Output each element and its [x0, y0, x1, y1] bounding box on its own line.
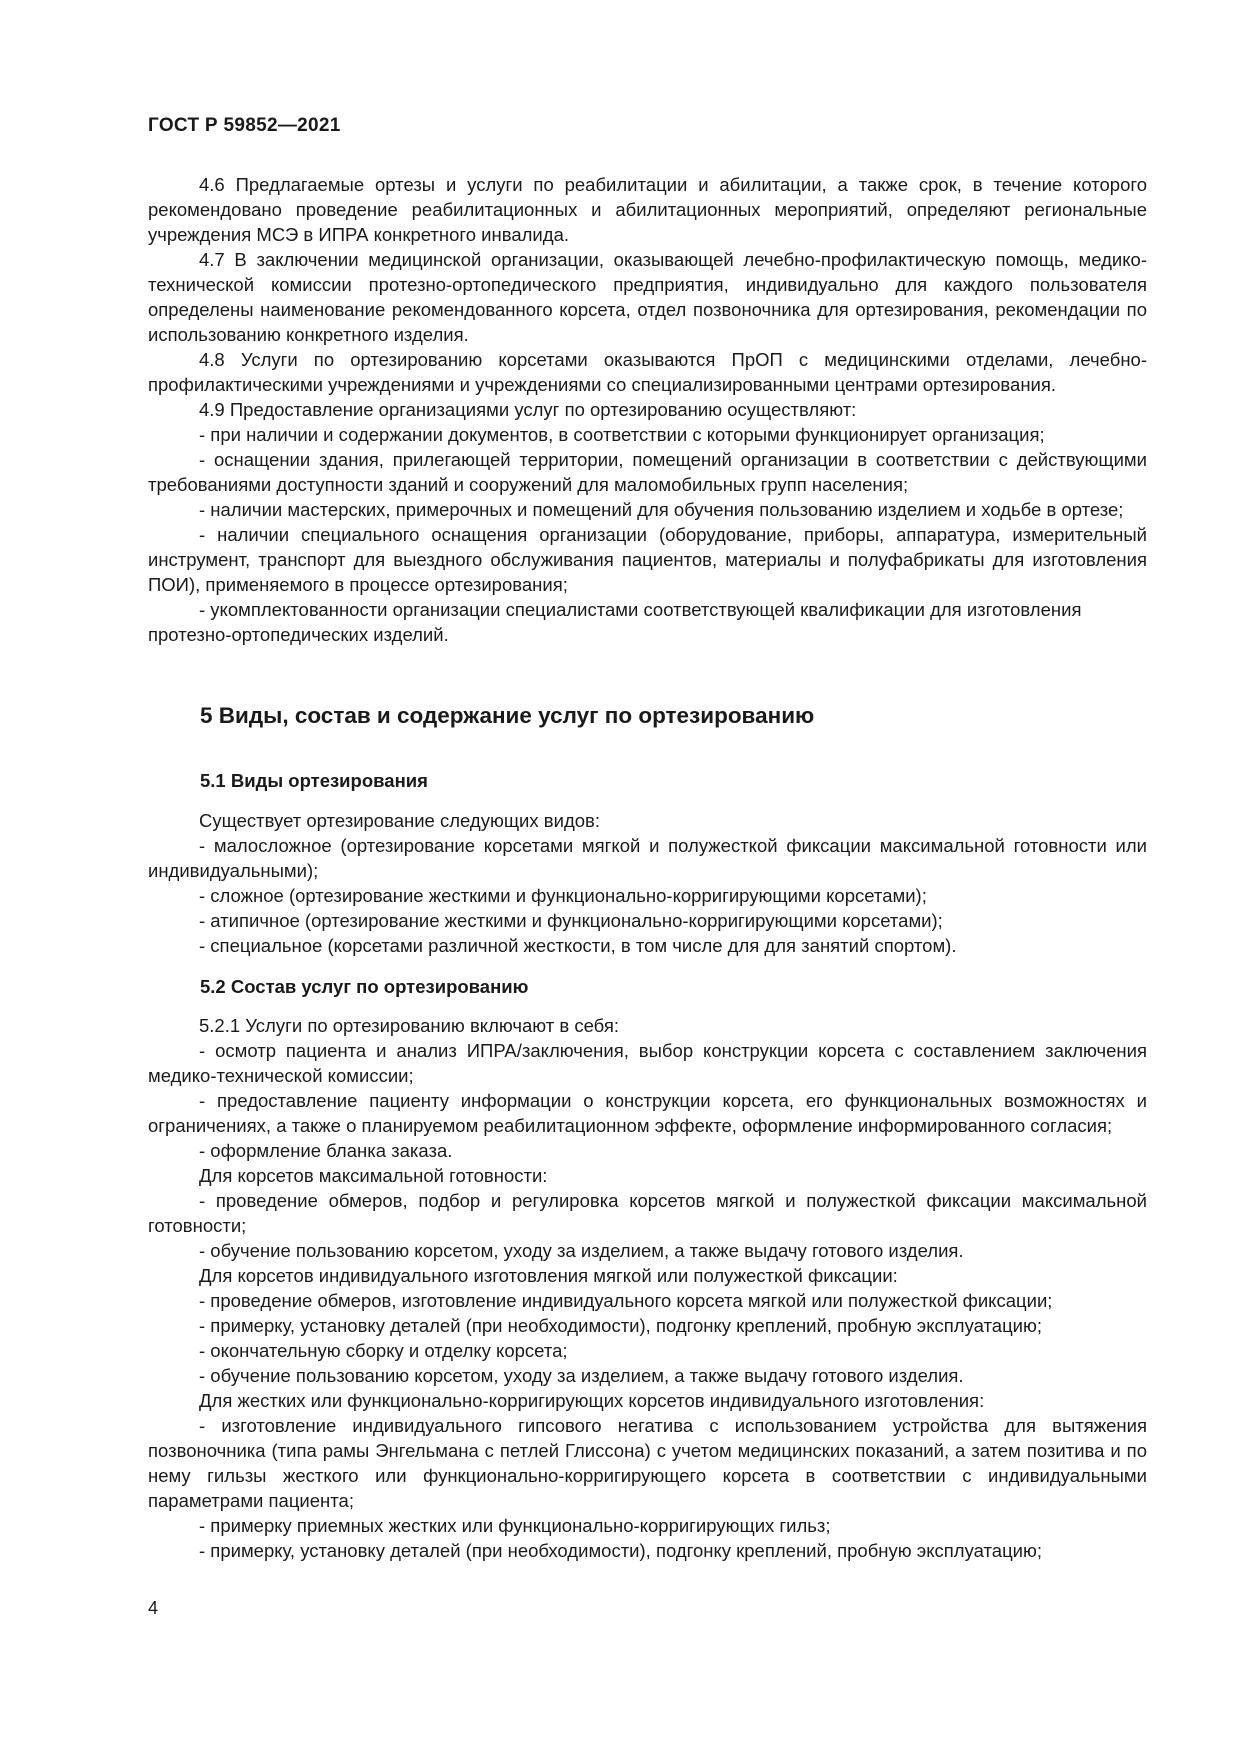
paragraph: 4.8 Услуги по ортезированию корсетами оказываются ПрОП с медицинскими отделами, лечебно-профилактическими учреждениями и учреждениями со специализированными центрами ортезирования.	[148, 349, 1147, 395]
paragraph: - предоставление пациенту информации о конструкции корсета, его функциональных возможностях и ограничениях, а также о планируемом реабилитационном эффекте, оформление информированного согласия;	[148, 1090, 1147, 1136]
paragraph: - наличии специального оснащения организации (оборудование, приборы, аппаратура, измерительный инструмент, транспорт для выездного обслуживания пациентов, материалы и полуфабрикаты для изготовления ПОИ), применяемого в процессе ортезирования;	[148, 524, 1147, 595]
paragraph: - осмотр пациента и анализ ИПРА/заключения, выбор конструкции корсета с составлением заключения медико-технической комиссии;	[148, 1040, 1147, 1086]
paragraph: - примерку, установку деталей (при необходимости), подгонку креплений, пробную эксплуатацию;	[199, 1315, 1043, 1336]
section-4-body	[148, 172, 1147, 647]
paragraph: - при наличии и содержании документов, в соответствии с которыми функционирует организация;	[199, 424, 1045, 445]
paragraph: Для корсетов индивидуального изготовления мягкой или полужесткой фиксации:	[199, 1265, 898, 1286]
paragraph: 4.9 Предоставление организациями услуг по ортезированию осуществляют:	[199, 399, 857, 420]
paragraph: 4.7 В заключении медицинской организации, оказывающей лечебно-профилактическую помощь, медико-технической комиссии протезно-ортопедического предприятия, индивидуально для каждого пользователя определены наименование рекомендованного корсета, отдел позвоночника для ортезирования, рекомендации по использованию конкретного изделия.	[148, 249, 1147, 345]
document-header: ГОСТ Р 59852—2021	[148, 115, 341, 136]
paragraph: - малосложное (ортезирование корсетами мягкой и полужесткой фиксации максимальной готовности или индивидуальными);	[148, 835, 1147, 881]
paragraph: - окончательную сборку и отделку корсета;	[199, 1340, 568, 1361]
paragraph: - изготовление индивидуального гипсового негатива с использованием устройства для вытяжения позвоночника (типа рамы Энгельмана с петлей Глиссона) с учетом медицинских показаний, а затем позитива и по нему гильзы жесткого или функционально-корригирующего корсета в соответствии с индивидуальными параметрами пациента;	[148, 1415, 1147, 1511]
section-5-title: 5 Виды, состав и содержание услуг по ортезированию	[200, 703, 815, 728]
paragraph: 4.6 Предлагаемые ортезы и услуги по реабилитации и абилитации, а также срок, в течение которого рекомендовано проведение реабилитационных и абилитационных мероприятий, определяют региональные учреждения МСЭ в ИПРА конкретного инвалида.	[148, 174, 1147, 245]
paragraph: 5.2.1 Услуги по ортезированию включают в себя:	[199, 1015, 619, 1036]
paragraph: - обучение пользованию корсетом, уходу за изделием, а также выдачу готового изделия.	[199, 1240, 964, 1261]
subsection-5-2-title: 5.2 Состав услуг по ортезированию	[200, 976, 529, 997]
page-number: 4	[148, 1598, 159, 1618]
paragraph: - атипичное (ортезирование жесткими и функционально-корригирующими корсетами);	[199, 910, 943, 931]
paragraph: - укомплектованности организации специалистами соответствующей квалификации для изготовления протезно-ортопедических изделий.	[148, 599, 1082, 645]
paragraph: - наличии мастерских, примерочных и помещений для обучения пользованию изделием и ходьбе в ортезе;	[199, 499, 1124, 520]
paragraph: Существует ортезирование следующих видов:	[199, 810, 600, 831]
paragraph: - примерку, установку деталей (при необходимости), подгонку креплений, пробную эксплуатацию;	[199, 1540, 1043, 1561]
paragraph: - примерку приемных жестких или функционально-корригирующих гильз;	[199, 1515, 831, 1536]
paragraph: - специальное (корсетами различной жесткости, в том числе для для занятий спортом).	[199, 935, 957, 956]
subsection-5-2-body	[148, 1013, 1147, 1563]
paragraph: - сложное (ортезирование жесткими и функционально-корригирующими корсетами);	[199, 885, 927, 906]
paragraph: - обучение пользованию корсетом, уходу за изделием, а также выдачу готового изделия.	[199, 1365, 964, 1386]
paragraph: - оснащении здания, прилегающей территории, помещений организации в соответствии с действующими требованиями доступности зданий и сооружений для маломобильных групп населения;	[148, 449, 1147, 495]
paragraph: Для корсетов максимальной готовности:	[199, 1165, 548, 1186]
paragraph: - проведение обмеров, подбор и регулировка корсетов мягкой и полужесткой фиксации максимальной готовности;	[148, 1190, 1147, 1236]
paragraph: - проведение обмеров, изготовление индивидуального корсета мягкой или полужесткой фиксации;	[199, 1290, 1053, 1311]
paragraph: Для жестких или функционально-корригирующих корсетов индивидуального изготовления:	[199, 1390, 985, 1411]
subsection-5-1-title: 5.1 Виды ортезирования	[200, 770, 428, 791]
subsection-5-1-body	[148, 808, 1147, 958]
paragraph: - оформление бланка заказа.	[199, 1140, 453, 1161]
